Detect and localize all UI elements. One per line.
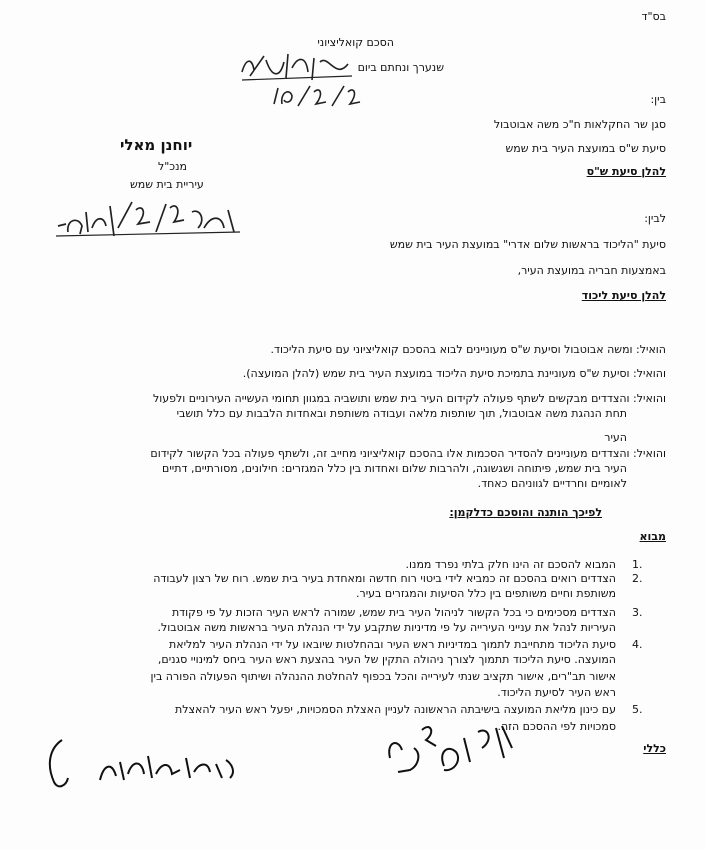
whereas-2: והואיל: וסיעת ש"ס מעוניינת בתמיכת סיעת הליכוד במועצת העיר בית שמש (להלן המועצה).: [242, 367, 666, 380]
document-title: הסכם קואליציוני: [317, 36, 394, 49]
clause-4-line4: ראש העיר לסיעת הליכוד.: [497, 686, 616, 699]
clause-4-line3: אישור תב"רים, אישור תקציב שנתי לעירייה והכל בכפוף להחלטת ההנהלה ושיתוף הפעולה הפורה בין: [150, 670, 616, 683]
agreed-heading: לפיכך הותנה והוסכם כדלקמן:: [449, 506, 602, 519]
clause-5-line1: עם כינון מליאת המועצה בישיבתה הראשונה לעניין האצלת הסמכויות, יפעל ראש העיר להאצלת: [175, 703, 616, 716]
whereas-3b: תחת הנהגת משה אבוטבול, תוך שותפות מלאה ועבודה משותפת ובאחדות הלבבות עם כלל תושבי: [176, 407, 627, 420]
whereas-1: הואיל: ומשה אבוטבול וסיעת ש"ס מעוניינים לבוא בהסכם קואליציוני עם סיעת הליכוד.: [270, 343, 666, 356]
party2-alias: להלן סיעת ליכוד: [581, 289, 666, 302]
clause-4-line1: סיעת הליכוד מתחייבת לתמוך במדיניות ראש העיר ובהחלטות שיובאו על ידי הנהלת העיר למליאת: [168, 638, 616, 651]
clause-2-line1: הצדדים רואים בהסכם זה כמביא לידי ביטוי רוח חדשה ומאחדת בעיר בית שמש. רוח של רצון לעבודה: [153, 572, 616, 585]
bsd-mark: בס"ד: [641, 10, 666, 23]
party2-line2: באמצעות חבריה במועצת העיר,: [517, 264, 666, 277]
whereas-3c: העיר: [604, 431, 627, 444]
whereas-4a: והואיל: והצדדים מעוניינים להסדיר הסכמות אלו בהסכם קואליציוני מחייב זה, ולשתף פעולה בכל הקשור לקידום: [150, 447, 666, 460]
handwritten-approval-note: [52, 198, 244, 246]
clause-4-number: 4.: [632, 638, 643, 651]
signature-left: [40, 734, 250, 798]
party1-line1: סגן שר החקלאות ח"כ משה אבוטבול: [493, 118, 666, 131]
and-label: לבין:: [644, 212, 666, 225]
clause-3-line2: העיריות לנהל את ענייני העירייה על פי מדיניות שתקבע על ידי הנהלת העיר בראשות משה אבוטבול.: [157, 621, 616, 634]
handwritten-date: [270, 84, 365, 114]
clause-1-line1: המבוא להסכם זה הינו חלק בלתי נפרד ממנו.: [405, 558, 616, 571]
stamp-name: יוחנן מאלי: [120, 136, 193, 154]
whereas-3a: והואיל: והצדדים מבקשים לשתף פעולה לקידום העיר בית שמש ותושביה במגוון תחומי העשייה העירוניים ולפעול: [152, 392, 666, 405]
clause-2-number: 2.: [632, 572, 643, 585]
between-label: בין:: [650, 93, 666, 106]
whereas-4b: העיר בית שמש, פיתוחה ושגשוגה, ולהרבות שלום ואחדות בין כלל המגזרים: חילונים, מסורתיים, דתיים: [162, 462, 627, 475]
clause-3-number: 3.: [632, 606, 643, 619]
stamp-org: עיריית בית שמש: [130, 178, 204, 191]
party1-alias: להלן סיעת ש"ס: [586, 165, 666, 178]
clause-4-line2: המועצה. סיעת הליכוד תתמוך לצורך ניהולה התקין של העיר בהצעת ראש העיר ביחס למינויי סגנים,: [157, 653, 616, 666]
clause-1-number: 1.: [632, 558, 643, 571]
date-line: שנערך ונחתם ביום: [357, 61, 444, 74]
whereas-4c: לאומיים וחרדיים לגווניהם כאחד.: [477, 477, 627, 490]
handwritten-hebrew-date: [236, 50, 356, 88]
clause-3-line1: הצדדים מסכימים כי בכל הקשור לניהול העיר בית שמש, שמורה לראש העיר הזכות על פי פקודת: [171, 606, 616, 619]
clause-5-line2: סמכויות לפי ההסכם הזה.: [497, 720, 616, 733]
general-heading: כללי: [643, 742, 666, 755]
signature-right: [378, 718, 518, 792]
stamp-role: מנכ"ל: [158, 160, 188, 173]
intro-heading: מבוא: [639, 530, 666, 543]
party2-line1: סיעת "הליכוד בראשות שלום אדרי" במועצת העיר בית שמש: [389, 238, 666, 251]
clause-5-number: 5.: [632, 703, 643, 716]
clause-2-line2: משותפת וחיים משותפים בין כלל הסיעות והמגזרים בעיר.: [356, 587, 616, 600]
party1-line2: סיעת ש"ס במועצת העיר בית שמש: [505, 142, 666, 155]
